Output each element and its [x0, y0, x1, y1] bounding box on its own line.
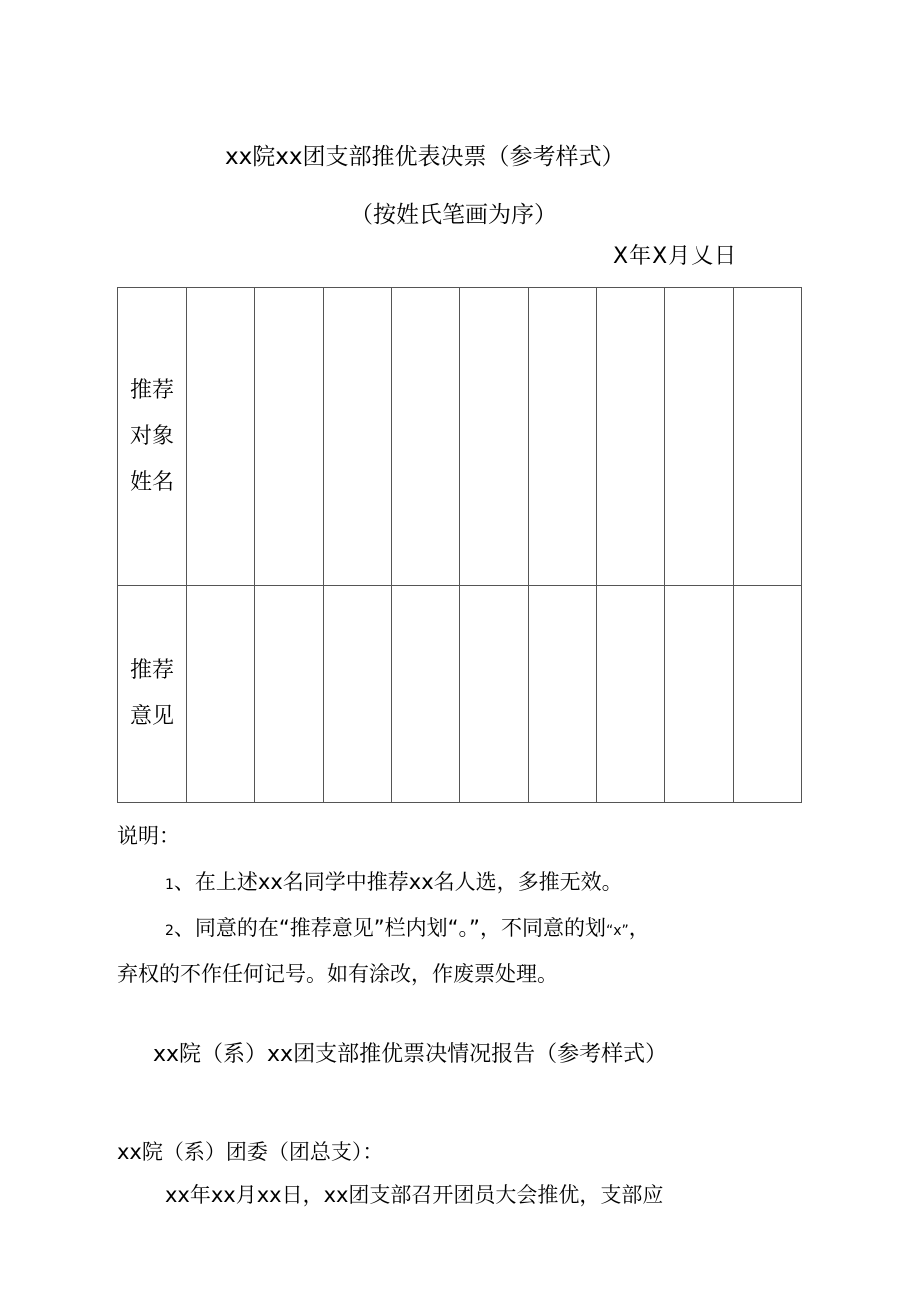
ballot-date: X年X月乂日	[613, 244, 738, 269]
notes-heading: 说明：	[117, 824, 180, 848]
opinion-cell[interactable]	[733, 586, 801, 803]
opinion-label	[118, 586, 187, 803]
candidate-name-cell[interactable]	[665, 288, 733, 586]
opinion-cell[interactable]	[391, 586, 459, 803]
report-title: xx院（系）xx团支部推优票决情况报告（参考样式）	[153, 1042, 668, 1067]
opinion-cell[interactable]	[596, 586, 664, 803]
note-item-text: ，	[628, 916, 650, 940]
label-line: 对象	[129, 423, 174, 449]
candidate-name-cell[interactable]	[323, 288, 391, 586]
cross-mark: “x”	[605, 923, 629, 939]
candidate-name-cell[interactable]	[528, 288, 596, 586]
candidate-names-label	[118, 288, 187, 586]
candidate-names-row	[118, 288, 802, 586]
opinion-cell[interactable]	[187, 586, 255, 803]
opinion-cell[interactable]	[323, 586, 391, 803]
note-item-text: 、同意的在“推荐意见”栏内划“。”，不同意的划	[173, 916, 606, 940]
opinion-cell[interactable]	[528, 586, 596, 803]
opinion-row	[118, 586, 802, 803]
note-item-2	[165, 913, 650, 946]
candidate-name-cell[interactable]	[391, 288, 459, 586]
candidate-name-cell[interactable]	[187, 288, 255, 586]
candidate-name-cell[interactable]	[733, 288, 801, 586]
note-item-text: 、在上述xx名同学中推荐xx名人选，多推无效。	[173, 870, 623, 894]
opinion-cell[interactable]	[255, 586, 323, 803]
note-item-number: 2	[165, 923, 174, 939]
label-line: 姓名	[129, 469, 174, 495]
opinion-cell[interactable]	[460, 586, 528, 803]
note-item-2-continued: 弃权的不作任何记号。如有涂改，作废票处理。	[117, 962, 558, 986]
label-line: 推荐	[129, 658, 174, 683]
note-item-number: 1	[165, 877, 174, 893]
note-item-1	[165, 867, 623, 900]
candidate-name-cell[interactable]	[596, 288, 664, 586]
label-line: 意见	[129, 704, 174, 729]
label-line: 推荐	[129, 377, 174, 403]
opinion-cell[interactable]	[665, 586, 733, 803]
ballot-title: xx院xx团支部推优表决票（参考样式）	[225, 144, 625, 170]
candidate-name-cell[interactable]	[460, 288, 528, 586]
candidate-name-cell[interactable]	[255, 288, 323, 586]
report-salutation: xx院（系）团委（团总支）：	[117, 1140, 384, 1164]
ballot-subtitle: （按姓氏笔画为序）	[350, 202, 557, 228]
ballot-table	[117, 287, 802, 803]
report-body: xx年xx月xx日，xx团支部召开团员大会推优，支部应	[165, 1183, 664, 1207]
